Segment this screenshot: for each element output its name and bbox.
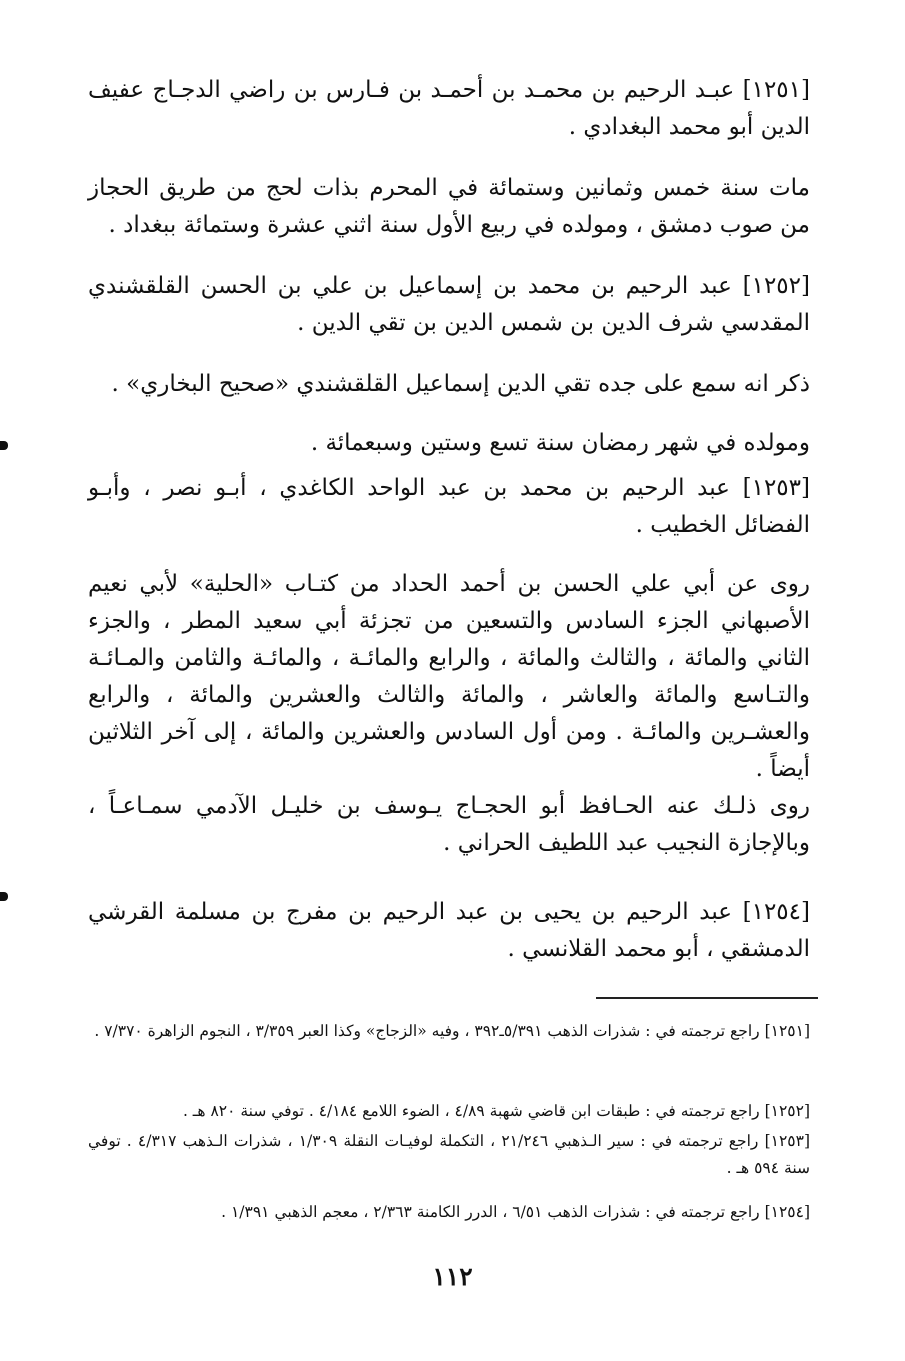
- entry-1251-heading: [١٢٥١] عبـد الرحيم بن محمـد بن أحمـد بن فـارس بن راضي الدجـاج عفيف الدين أبو محمد البغدادي .: [88, 77, 810, 140]
- entry-1252-text-2: ومولده في شهر رمضان سنة تسع وستين وسبعمائة .: [310, 430, 810, 456]
- scan-edge-mark: [0, 441, 8, 450]
- entry-1252-heading: [١٢٥٢] عبد الرحيم بن محمد بن إسماعيل بن علي بن الحسن القلقشندي المقدسي شرف الدين بن شمس الدين بن تقي الدين .: [88, 273, 810, 336]
- entry-1252-text-1: ذكر انه سمع على جده تقي الدين إسماعيل القلقشندي «صحيح البخاري» .: [111, 371, 810, 397]
- entry-1253-text-1: روى عن أبي علي الحسن بن أحمد الحداد من كتـاب «الحلية» لأبي نعيم الأصبهاني الجزء السادس والتسعين من تجزئة أبي سعيد المطر ، والجزء الثاني والمائة ، والثالث والمائة ، والرابع والمائـة ، والمائـة والثامن والمـائـة والتـاسع والمائة والعاشر ، والمائة والثالث والعشرين والمائة ، والرابع والعشـرين والمائـة . ومن أول السادس والعشرين والمائة ، إلى آخر الثلاثين أيضاً .: [88, 571, 810, 782]
- entry-1253-text-2: روى ذلـك عنه الحـافظ أبو الحجـاج يـوسف بن خليـل الآدمي سمـاعـاً ، وبالإجازة النجيب عبد اللطيف الحراني .: [88, 793, 810, 856]
- footnote-1252: [١٢٥٢] راجع ترجمته في : طبقات ابن قاضي شهبة ٤/٨٩ ، الضوء اللامع ٤/١٨٤ . توفي سنة ٨٢٠ هـ .: [182, 1102, 810, 1120]
- scan-edge-mark: [0, 892, 8, 901]
- footnote-1253: [١٢٥٣] راجع ترجمته في : سير الـذهبي ٢١/٢٤٦ ، التكملة لوفيـات النقلة ١/٣٠٩ ، شذرات الـذهب ٤/٣١٧ . توفي سنة ٥٩٤ هـ .: [88, 1132, 810, 1177]
- entry-1253-heading: [١٢٥٣] عبد الرحيم بن محمد بن عبد الواحد الكاغدي ، أبـو نصر ، وأبـو الفضائل الخطيب .: [88, 475, 810, 538]
- footnote-separator: [596, 997, 818, 999]
- entry-1254-heading: [١٢٥٤] عبد الرحيم بن يحيى بن عبد الرحيم بن مفرج بن مسلمة القرشي الدمشقي ، أبو محمد القلانسي .: [88, 899, 810, 962]
- entry-1251-text: مات سنة خمس وثمانين وستمائة في المحرم بذات لحج من طريق الحجاز من صوب دمشق ، ومولده في ربيع الأول سنة اثني عشرة وستمائة ببغداد .: [88, 175, 810, 238]
- footnote-1251: [١٢٥١] راجع ترجمته في : شذرات الذهب ٥/٣٩١ـ٣٩٢ ، وفيه «الزجاج» وكذا العبر ٣/٣٥٩ ، النجوم الزاهرة ٧/٣٧٠ .: [94, 1022, 810, 1040]
- page-number: ١١٢: [432, 1262, 473, 1291]
- footnote-1254: [١٢٥٤] راجع ترجمته في : شذرات الذهب ٦/٥١ ، الدرر الكامنة ٢/٣٦٣ ، معجم الذهبي ١/٣٩١ .: [221, 1203, 810, 1221]
